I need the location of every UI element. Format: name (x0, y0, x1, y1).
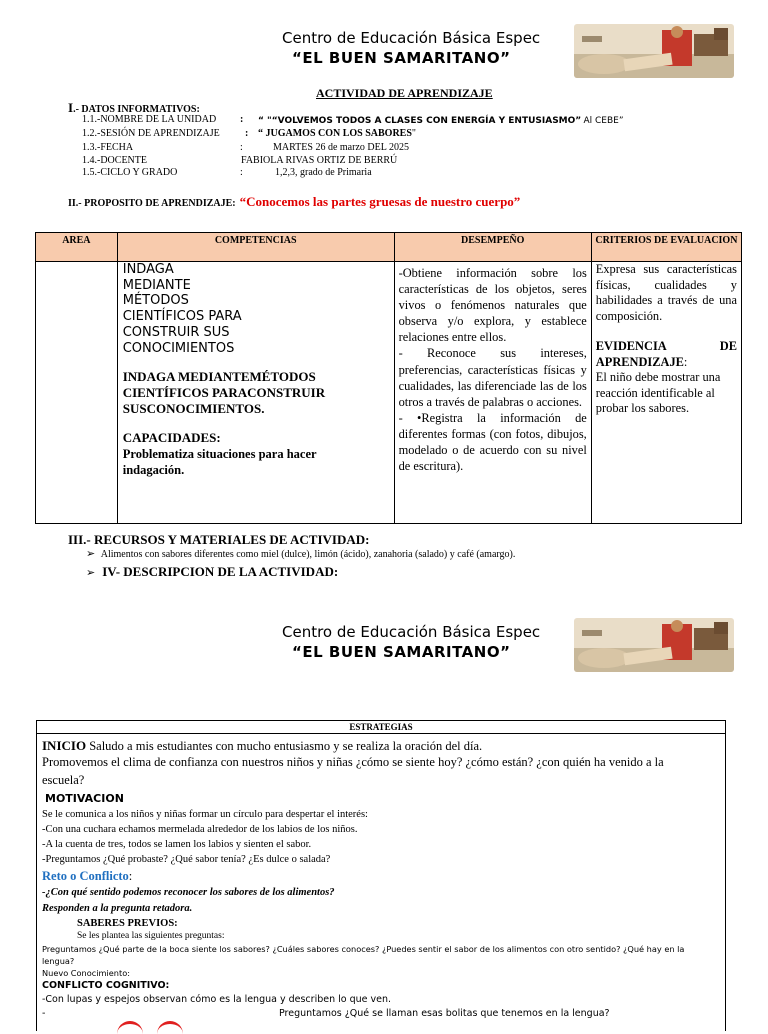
desempeno-2: - Reconoce sus intereses, preferencias, características físicas y cualidades, las diferenciade las de los otros a través de palabras o acciones. (398, 346, 587, 409)
header-competencias: COMPETENCIAS (117, 233, 394, 262)
motivacion-line: -Con una cuchara echamos mermelada alrededor de los labios de los niños. (42, 824, 358, 835)
center-title-2: Centro de Educación Básica Espec (282, 623, 541, 641)
area-cell (36, 262, 118, 524)
saberes-line: Se les plantea las siguientes preguntas: (77, 931, 225, 941)
conflicto-line: -Con lupas y espejos observan cómo es la lengua y describen lo que ven. (42, 994, 392, 1005)
saberes-line: lengua? (42, 956, 75, 966)
teacher-value: FABIOLA RIVAS ORTIZ DE BERRÚ (241, 155, 398, 166)
section4-line (86, 563, 338, 581)
capacidades-title: CAPACIDADES: (122, 430, 221, 446)
competencias-lines (123, 262, 390, 356)
date-value: MARTES 26 de marzo DEL 2025 (273, 142, 409, 153)
strategies-header: ESTRATEGIAS (37, 721, 725, 734)
motivacion-line: -Preguntamos ¿Qué probaste? ¿Qué sabor tenía? ¿Es dulce o salada? (42, 854, 331, 865)
competencia-line: INDAGA (122, 262, 174, 277)
section4-title: IV- DESCRIPCION DE LA ACTIVIDAD: (102, 564, 339, 579)
header-criterios: CRITERIOS DE EVALUACION (591, 233, 741, 262)
resources-text: Alimentos con sabores diferentes como miel (dulce), limón (ácido), zanahoria (salado) y café (amargo). (100, 549, 516, 560)
unit-name-label: 1.1.-NOMBRE DE LA UNIDAD (82, 114, 217, 125)
promote-line-1: Promovemos el clima de confianza con nuestros niños y niñas ¿cómo se siente hoy? ¿cómo están? ¿con quién ha venido a la (42, 755, 664, 769)
session-sep: : (245, 128, 249, 139)
conflicto-dash: - (42, 1008, 46, 1019)
section3-title: III.- RECURSOS Y MATERIALES DE ACTIVIDAD: (68, 532, 370, 547)
evidencia-title: EVIDENCIA DE APRENDIZAJE: (595, 339, 737, 369)
cycle-value: 1,2,3, grado de Primaria (275, 167, 372, 178)
header-area: AREA (36, 233, 118, 262)
session-label: 1.2.-SESIÓN DE APRENDIZAJE (82, 128, 220, 139)
desempeno-1: -Obtiene información sobre los características de los objetos, seres vivos o fenómenos naturales que observa y/o explora, y establece relaciones entre ellos. (398, 266, 587, 345)
unit-name-value: “ "“VOLVEMOS TODOS A CLASES CON ENERGÍA Y ENTUSIASMO” Al CEBE” (258, 116, 624, 126)
session-value: “ JUGAMOS CON LOS SABORES" (258, 128, 417, 139)
inicio-line: INICIO Saludo a mis estudiantes con mucho entusiasmo y se realiza la oración del día. (42, 738, 483, 753)
school-name: “EL BUEN SAMARITANO” (292, 49, 511, 67)
criterio-text: Expresa sus características físicas, cualidades y habilidades a través de una composición. (595, 262, 737, 323)
competencias-cell (117, 262, 394, 524)
purpose-text: “Conocemos las partes gruesas de nuestro cuerpo” (239, 194, 521, 209)
section1-title: I.- DATOS INFORMATIVOS: (68, 100, 200, 115)
promote-line-2: escuela? (42, 773, 85, 787)
competencia-line: CONOCIMIENTOS (122, 340, 235, 356)
reto-title: Reto o Conflicto: (42, 869, 133, 883)
center-title: Centro de Educación Básica Espec (282, 29, 541, 47)
cycle-sep: : (240, 167, 243, 178)
motivacion-line: Se le comunica a los niños y niñas formar un círculo para despertar el interés: (42, 809, 368, 820)
desempeno-3: - •Registra la información de diferentes formas (con fotos, dibujos, modelado o de acuerdo con su nivel de escritura). (398, 410, 587, 474)
cycle-label: 1.5.-CICLO Y GRADO (82, 167, 178, 178)
school-name-2: “EL BUEN SAMARITANO” (292, 643, 511, 661)
competencia-line: MEDIANTE (122, 277, 191, 293)
teacher-label: 1.4.-DOCENTE (82, 155, 147, 166)
arrow-bullet-icon: ➢ (86, 548, 96, 560)
competencia-line: CONSTRUIR SUS (122, 324, 230, 340)
reto-answer: Responden a la pregunta retadora. (42, 903, 193, 914)
desempeno-cell (394, 262, 591, 524)
motivacion-title: MOTIVACION (45, 792, 124, 805)
red-shape-left (117, 1021, 143, 1034)
conflicto-line: Preguntamos ¿Qué se llaman esas bolitas que tenemos en la lengua? (279, 1008, 610, 1019)
header-desempeno: DESEMPEÑO (394, 233, 591, 262)
reto-question: -¿Con qué sentido podemos reconocer los sabores de los alimentos? (42, 887, 335, 898)
capacidades-text: Problematiza situaciones para hacer indagación. (122, 447, 317, 478)
competencia-line: MÉTODOS (122, 293, 189, 309)
motivacion-line: -A la cuenta de tres, todos se lamen los labios y sienten el sabor. (42, 839, 312, 850)
competencia-line: CIENTÍFICOS PARA (122, 309, 242, 325)
purpose-line (68, 193, 520, 211)
activity-title: ACTIVIDAD DE APRENDIZAJE (316, 86, 493, 100)
red-shape-right (157, 1021, 183, 1034)
date-label: 1.3.-FECHA (82, 142, 134, 153)
evidencia-text: El niño debe mostrar una reacción identificable al probar los sabores. (595, 370, 721, 415)
competencia-bold: INDAGA MEDIANTEMÉTODOS CIENTÍFICOS PARACONSTRUIR SUSCONOCIMIENTOS. (122, 369, 326, 417)
competency-table (35, 232, 742, 524)
nuevo-conocimiento: Nuevo Conocimiento: (42, 968, 130, 978)
arrow-bullet-icon: ➢ (86, 567, 96, 579)
date-sep: : (240, 142, 243, 153)
resources-bullet (86, 548, 515, 561)
saberes-title: SABERES PREVIOS: (77, 918, 178, 929)
samaritan-painting-icon (574, 618, 734, 672)
strategies-box (36, 720, 726, 1031)
conflicto-title: CONFLICTO COGNITIVO: (42, 980, 170, 991)
criterios-cell (591, 262, 741, 524)
unit-name-sep: : (240, 114, 244, 125)
saberes-line: Preguntamos ¿Qué parte de la boca siente los sabores? ¿Cuáles sabores conoces? ¿Puedes sentir el sabor de los alimentos con otro sentido? ¿Qué hay en la (42, 944, 685, 954)
purpose-label: II.- PROPOSITO DE APRENDIZAJE: (68, 198, 236, 209)
samaritan-painting-icon (574, 24, 734, 78)
